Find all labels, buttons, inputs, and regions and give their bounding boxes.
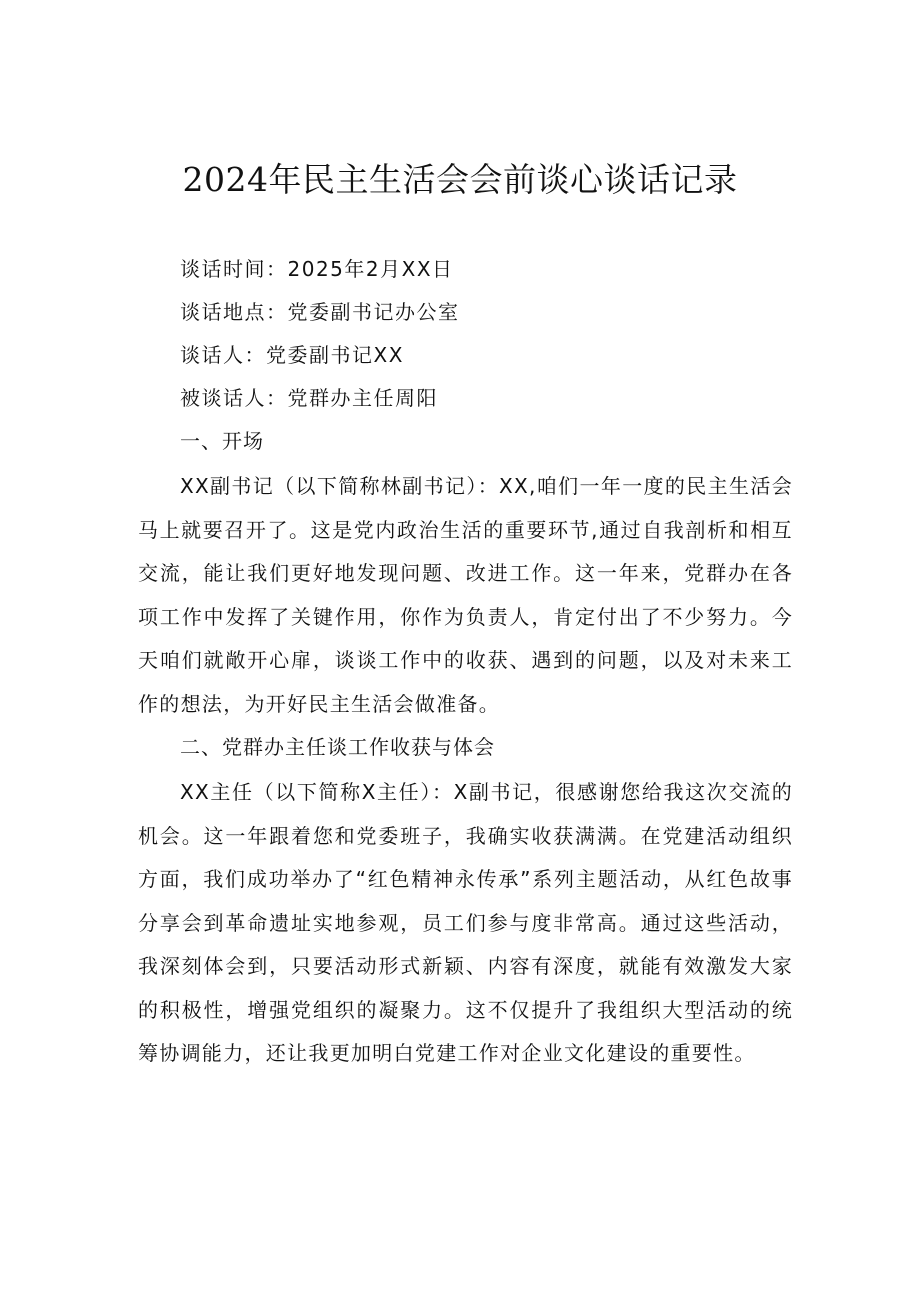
interviewee: 被谈话人：党群办主任周阳 (180, 386, 438, 410)
speaker: 谈话人：党委副书记XX (180, 343, 404, 367)
section-paragraph-opening: XX副书记（以下简称林副书记）：XX,咱们一年一度的民主生活会马上就要召开了。这是党内政治生活的重要环节,通过自我剖析和相互交流，能让我们更好地发现问题、改进工作。这一年来，党群办在各项工作中发挥了关键作用，你作为负责人，肯定付出了不少努力。今天咱们就敞开心扉，谈谈工作中的收获、遇到的问题，以及对未来工作的想法，为开好民主生活会做准备。 (138, 474, 793, 716)
document-title: 2024年民主生活会会前谈心谈话记录 (182, 160, 738, 199)
section-heading-opening: 一、开场 (180, 429, 264, 453)
meeting-time: 谈话时间：2025年2月XX日 (180, 257, 454, 281)
meeting-place: 谈话地点：党委副书记办公室 (180, 300, 460, 324)
section-paragraph-work-gains: XX主任（以下简称X主任）：X副书记，很感谢您给我这次交流的机会。这一年跟着您和党委班子，我确实收获满满。在党建活动组织方面，我们成功举办了“红色精神永传承”系列主题活动，从红色故事分享会到革命遗址实地参观，员工们参与度非常高。通过这些活动，我深刻体会到，只要活动形式新颖、内容有深度，就能有效激发大家的积极性，增强党组织的凝聚力。这不仅提升了我组织大型活动的统筹协调能力，还让我更加明白党建工作对企业文化建设的重要性。 (138, 780, 793, 1065)
section-heading-work-gains: 二、党群办主任谈工作收获与体会 (180, 735, 495, 759)
